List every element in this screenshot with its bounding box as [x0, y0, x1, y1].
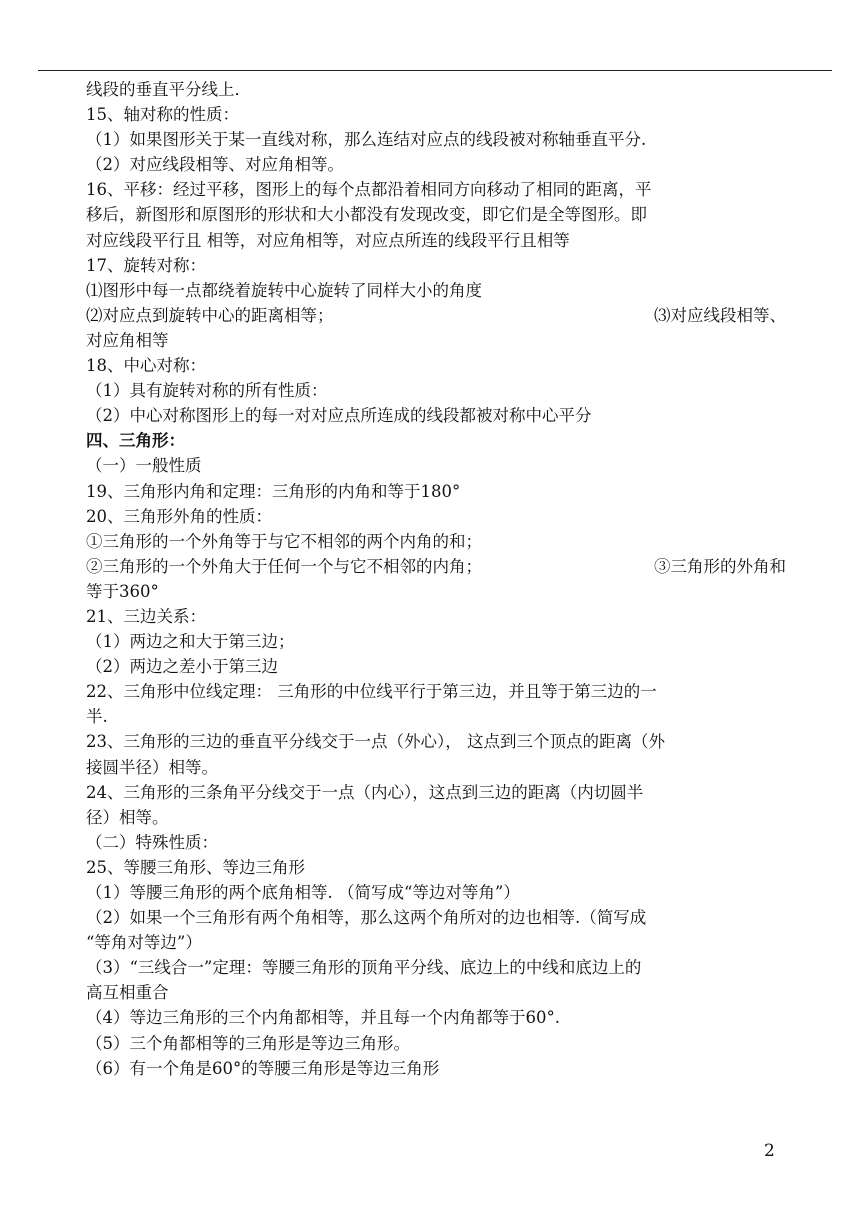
text-line: 等于360° [86, 581, 159, 601]
text-line: （2）如果一个三角形有两个角相等，那么这两个角所对的边也相等.（简写成 [86, 908, 647, 928]
text-line: 22、三角形中位线定理： 三角形的中位线平行于第三边，并且等于第三边的一 [86, 682, 657, 702]
text-line-left: ⑵对应点到旋转中心的距离相等； [86, 305, 334, 325]
text-line-right: ③三角形的外角和 [654, 556, 786, 576]
text-line: 高互相重合 [86, 983, 169, 1003]
text-line: 径）相等。 [86, 807, 169, 827]
text-line [86, 554, 786, 579]
text-line [86, 303, 786, 328]
text-line: （2）中心对称图形上的每一对对应点所连成的线段都被对称中心平分 [86, 406, 592, 426]
text-line: 21、三边关系： [86, 606, 206, 626]
text-line: （1）如果图形关于某一直线对称，那么连结对应点的线段被对称轴垂直平分. [86, 130, 647, 150]
text-line: （一）一般性质 [86, 456, 202, 476]
text-line-right: ⑶对应线段相等、 [654, 305, 786, 325]
text-line: 25、等腰三角形、等边三角形 [86, 857, 305, 877]
text-line: （2）两边之差小于第三边 [86, 657, 278, 677]
text-line: 对应角相等 [86, 330, 169, 350]
text-line: （1）具有旋转对称的所有性质： [86, 381, 328, 401]
text-line: （5）三个角都相等的三角形是等边三角形。 [86, 1033, 410, 1053]
text-line: 半. [86, 707, 108, 727]
text-line: 线段的垂直平分线上． [86, 80, 251, 99]
page-number: 2 [764, 1141, 775, 1161]
text-line: （2）对应线段相等、对应角相等。 [86, 155, 344, 175]
text-line: 17、旋转对称： [86, 255, 206, 275]
text-line: ①三角形的一个外角等于与它不相邻的两个内角的和； [86, 531, 482, 551]
text-line: 18、中心对称： [86, 356, 206, 376]
text-line: 24、三角形的三条角平分线交于一点（内心），这点到三边的距离（内切圆半 [86, 782, 644, 802]
text-line: 20、三角形外角的性质： [86, 506, 272, 526]
header-rule [38, 70, 832, 71]
text-line: ⑴图形中每一点都绕着旋转中心旋转了同样大小的角度 [86, 280, 482, 300]
text-line: （1）等腰三角形的两个底角相等. （简写成“等边对等角”） [86, 883, 520, 902]
text-line: （6）有一个角是60°的等腰三角形是等边三角形 [86, 1058, 440, 1078]
text-line: 接圆半径）相等。 [86, 757, 218, 777]
section-heading: 四、三角形： [86, 431, 185, 451]
document-body [86, 77, 786, 1081]
text-line: 16、平移：经过平移，图形上的每个点都沿着相同方向移动了相同的距离，平 [86, 180, 652, 200]
text-line: 23、三角形的三边的垂直平分线交于一点（外心）， 这点到三个顶点的距离（外 [86, 732, 665, 752]
text-line: 对应线段平行且 相等，对应角相等，对应点所连的线段平行且相等 [86, 230, 570, 250]
text-line: （4）等边三角形的三个内角都相等，并且每一个内角都等于60°. [86, 1008, 560, 1028]
text-line-left: ②三角形的一个外角大于任何一个与它不相邻的内角； [86, 556, 482, 576]
text-line: 移后，新图形和原图形的形状和大小都没有发现改变，即它们是全等图形。即 [86, 205, 647, 225]
text-line: （1）两边之和大于第三边； [86, 632, 295, 652]
text-line: （3）“三线合一”定理：等腰三角形的顶角平分线、底边上的中线和底边上的 [86, 958, 642, 978]
text-line: 19、三角形内角和定理：三角形的内角和等于180° [86, 481, 461, 501]
text-line: 15、轴对称的性质： [86, 105, 239, 125]
text-line: （二）特殊性质： [86, 832, 218, 852]
text-line: “等角对等边”） [86, 933, 202, 953]
